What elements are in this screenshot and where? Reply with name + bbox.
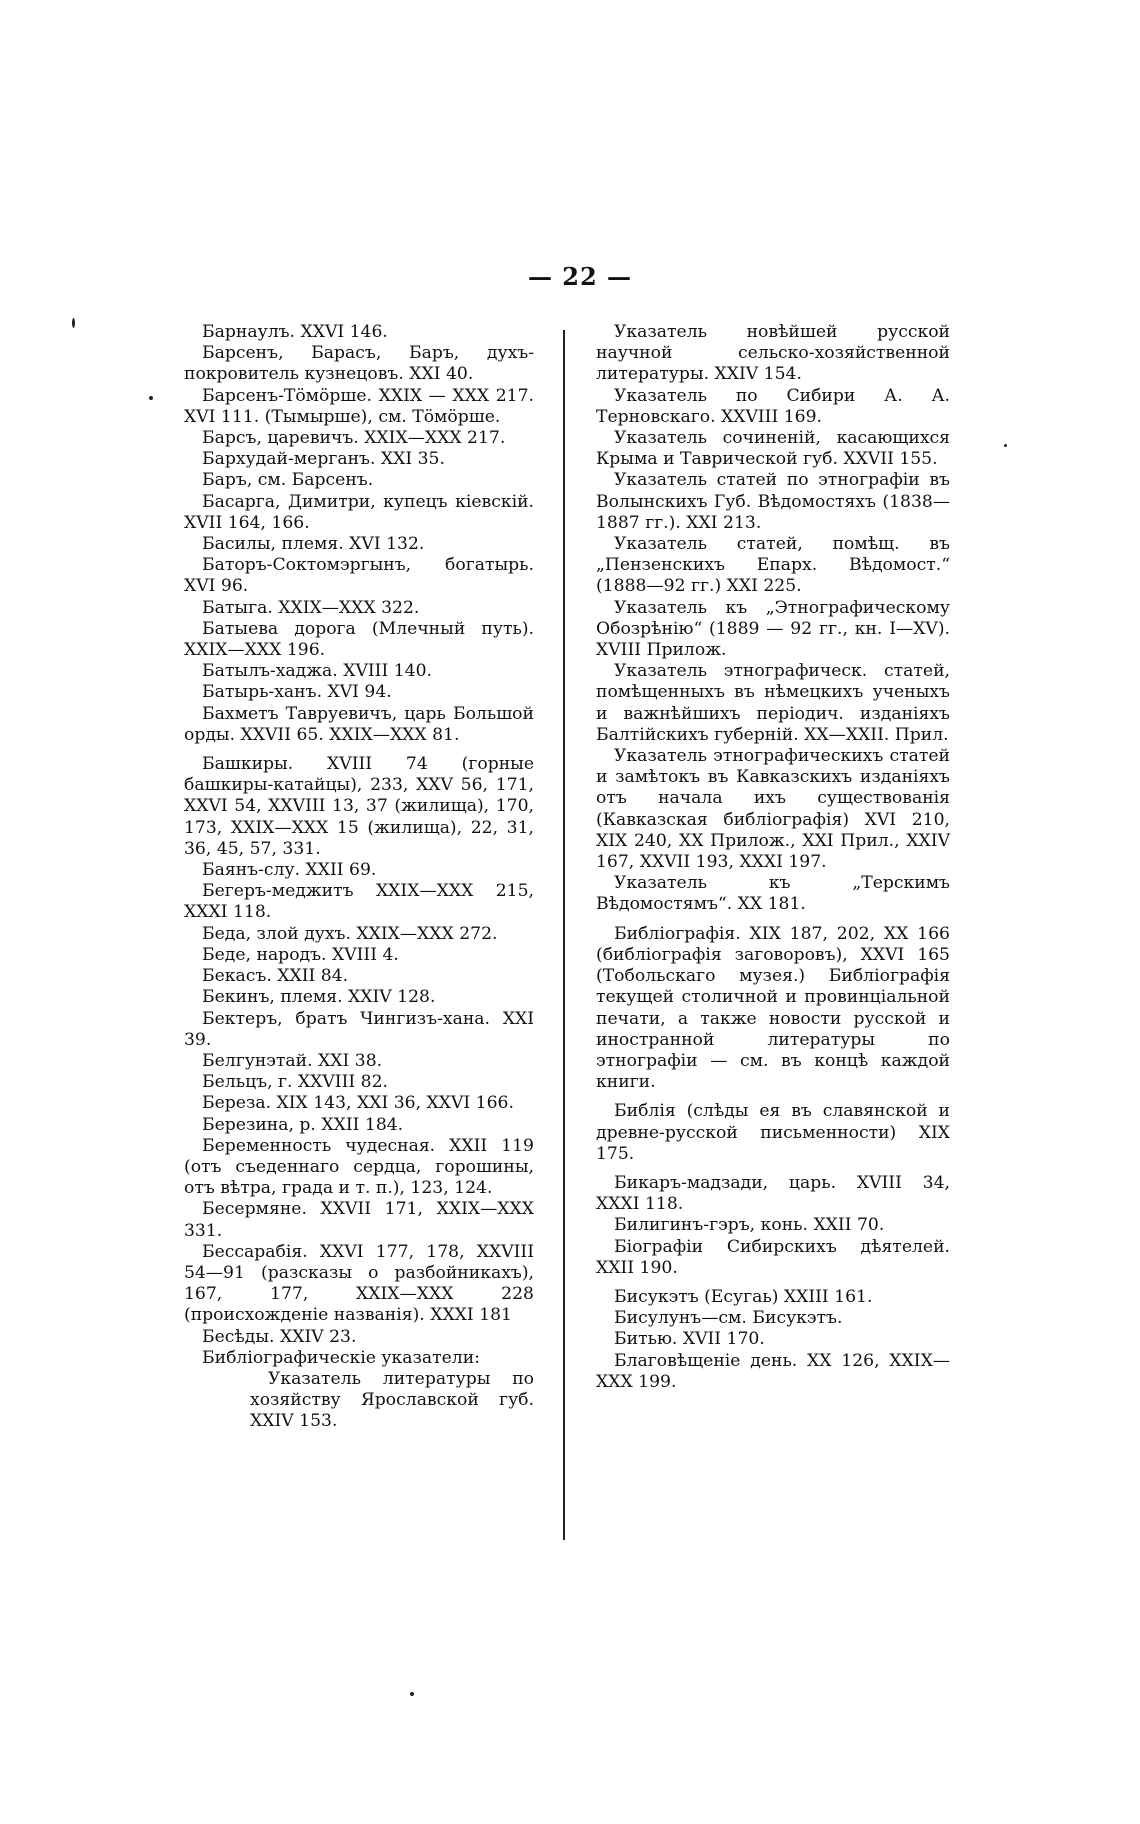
index-entry: Басилы, племя. XVI 132.	[202, 534, 425, 555]
index-entry: Битью. XVII 170.	[614, 1329, 765, 1350]
index-entry: Бесѣды. XXIV 23.	[202, 1326, 357, 1347]
index-entry: Указатель къ „Терскимъ Вѣдомостямъ“. XX 181.	[596, 873, 950, 915]
index-entry: Батыга. XXIX—XXX 322.	[202, 597, 420, 618]
index-entry: Батырь-ханъ. XVI 94.	[202, 682, 392, 703]
index-entry: Барсенъ-Тöмöрше. XXIX — XXX 217. XVI 111. (Тымырше), см. Тöмöрше.	[184, 385, 534, 427]
index-entry: Бархудай-мерганъ. XXI 35.	[202, 449, 445, 470]
index-entry: Барсенъ, Барасъ, Баръ, духъ-покровитель кузнецовъ. XXI 40.	[184, 343, 534, 385]
index-column-left	[184, 322, 534, 1433]
index-entry: Беде, народъ. XVIII 4.	[202, 944, 399, 965]
index-entry: Бегеръ-меджитъ XXIX—XXX 215, XXXI 118.	[184, 881, 534, 923]
index-entry: Бикаръ-мадзади, царь. XVIII 34, XXXI 118.	[596, 1172, 950, 1215]
index-entry: Барсъ, царевичъ. XXIX—XXX 217.	[202, 428, 506, 449]
index-entry: Береза. XIX 143, XXI 36, XXVI 166.	[202, 1093, 514, 1114]
index-entry: Указатель этнографическихъ статей и замѣтокъ въ Кавказскихъ изданіяхъ отъ начала ихъ существованія (Кавказская библіографія) XVI 210, XIX 240, XX Прилож., XXI Прил., XXIV 167, XXVII 193, XXXI 197.	[596, 746, 950, 873]
index-entry: Бекинъ, племя. XXIV 128.	[202, 987, 436, 1008]
index-entry: Баянъ-слу. XXII 69.	[202, 860, 377, 881]
index-entry: Бахметъ Тавруевичъ, царь Большой орды. XXVII 65. XXIX—XXX 81.	[184, 703, 534, 745]
index-entry: Библія (слѣды ея въ славянской и древне-русской письменности) XIX 175.	[596, 1101, 950, 1164]
index-entry: Беда, злой духъ. XXIX—XXX 272.	[202, 923, 498, 944]
index-subheading: Библіографическіе указатели:	[202, 1347, 480, 1368]
ink-speck	[72, 318, 75, 328]
index-column-right	[596, 322, 950, 1393]
index-entry: Указатель новѣйшей русской научной сельско-хозяйственной литературы. XXIV 154.	[596, 322, 950, 385]
index-entry: Указатель этнографическ. статей, помѣщенныхъ въ нѣмецкихъ ученыхъ и важнѣйшихъ періодич. изданіяхъ Балтійскихъ губерній. XX—XXII. Прил.	[596, 661, 950, 745]
index-entry: Батылъ-хаджа. XVIII 140.	[202, 661, 432, 682]
index-entry: Библіографія. XIX 187, 202, XX 166 (библіографія заговоровъ), XXVI 165 (Тобольскаго музея.) Библіографія текущей столичной и провинціальной печати, а также новости русской и иностранной литературы по этнографіи — см. въ концѣ каждой книги.	[596, 923, 950, 1093]
index-entry: Біографіи Сибирскихъ дѣятелей. XXII 190.	[596, 1236, 950, 1278]
index-entry: Барнаулъ. XXVI 146.	[202, 322, 388, 342]
index-entry: Билигинъ-гэръ, конь. XXII 70.	[614, 1215, 885, 1236]
index-entry: Указатель литературы по хозяйству Ярославской губ. XXIV 153.	[250, 1368, 534, 1432]
ink-speck	[1004, 444, 1007, 447]
index-entry: Белгунэтай. XXI 38.	[202, 1050, 383, 1071]
index-entry: Бектеръ, братъ Чингизъ-хана. XXI 39.	[184, 1008, 534, 1050]
index-entry: Березина, р. XXII 184.	[202, 1114, 404, 1135]
column-divider	[563, 330, 565, 1540]
index-entry: Бесермяне. XXVII 171, XXIX—XXX 331.	[184, 1199, 534, 1241]
index-entry: Благовѣщеніе день. XX 126, XXIX—XXX 199.	[596, 1350, 950, 1392]
index-entry: Указатель сочиненій, касающихся Крыма и Таврической губ. XXVII 155.	[596, 428, 950, 470]
index-entry: Бессарабія. XXVI 177, 178, XXVIII 54—91 (разсказы о разбойникахъ), 167, 177, XXIX—XXX 228 (происхожденіе названія). XXXI 181	[184, 1241, 534, 1326]
index-entry: Указатель по Сибири А. А. Терновскаго. XXVIII 169.	[596, 385, 950, 427]
index-entry: Батыева дорога (Млечный путь). XXIX—XXX 196.	[184, 618, 534, 661]
index-entry: Бисулунъ—см. Бисукэтъ.	[614, 1308, 843, 1329]
index-entry: Беременность чудесная. XXII 119 (отъ съеденнаго сердца, горошины, отъ вѣтра, града и т. п.), 123, 124.	[184, 1135, 534, 1199]
ink-speck	[410, 1692, 414, 1696]
index-entry: Бисукэтъ (Есугаь) XXIII 161.	[614, 1286, 873, 1307]
index-entry: Басарга, Димитри, купецъ кіевскій. XVII 164, 166.	[184, 491, 534, 533]
ink-speck	[149, 396, 153, 400]
index-entry: Баторъ-Соктомэргынъ, богатырь. XVI 96.	[184, 555, 534, 597]
index-entry: Бельцъ, г. XXVIII 82.	[202, 1072, 388, 1093]
index-entry: Башкиры. XVIII 74 (горные башкиры-катайцы), 233, XXV 56, 171, XXVI 54, XXVIII 13, 37 (жилища), 170, 173, XXIX—XXX 15 (жилища), 22, 31, 36, 45, 57, 331.	[184, 754, 534, 859]
index-entry: Указатель къ „Этнографическому Обозрѣнію“ (1889 — 92 гг., кн. I—XV). XVIII Прилож.	[596, 597, 950, 661]
index-entry: Указатель статей по этнографіи въ Волынскихъ Губ. Вѣдомостяхъ (1838—1887 гг.). XXI 213.	[596, 470, 950, 533]
index-entry: Баръ, см. Барсенъ.	[202, 470, 374, 491]
index-entry: Указатель статей, помѣщ. въ „Пензенскихъ Епарх. Вѣдомост.“ (1888—92 гг.) XXI 225.	[596, 534, 950, 597]
index-entry: Бекасъ. XXII 84.	[202, 966, 349, 987]
page-number: — 22 —	[527, 262, 633, 291]
